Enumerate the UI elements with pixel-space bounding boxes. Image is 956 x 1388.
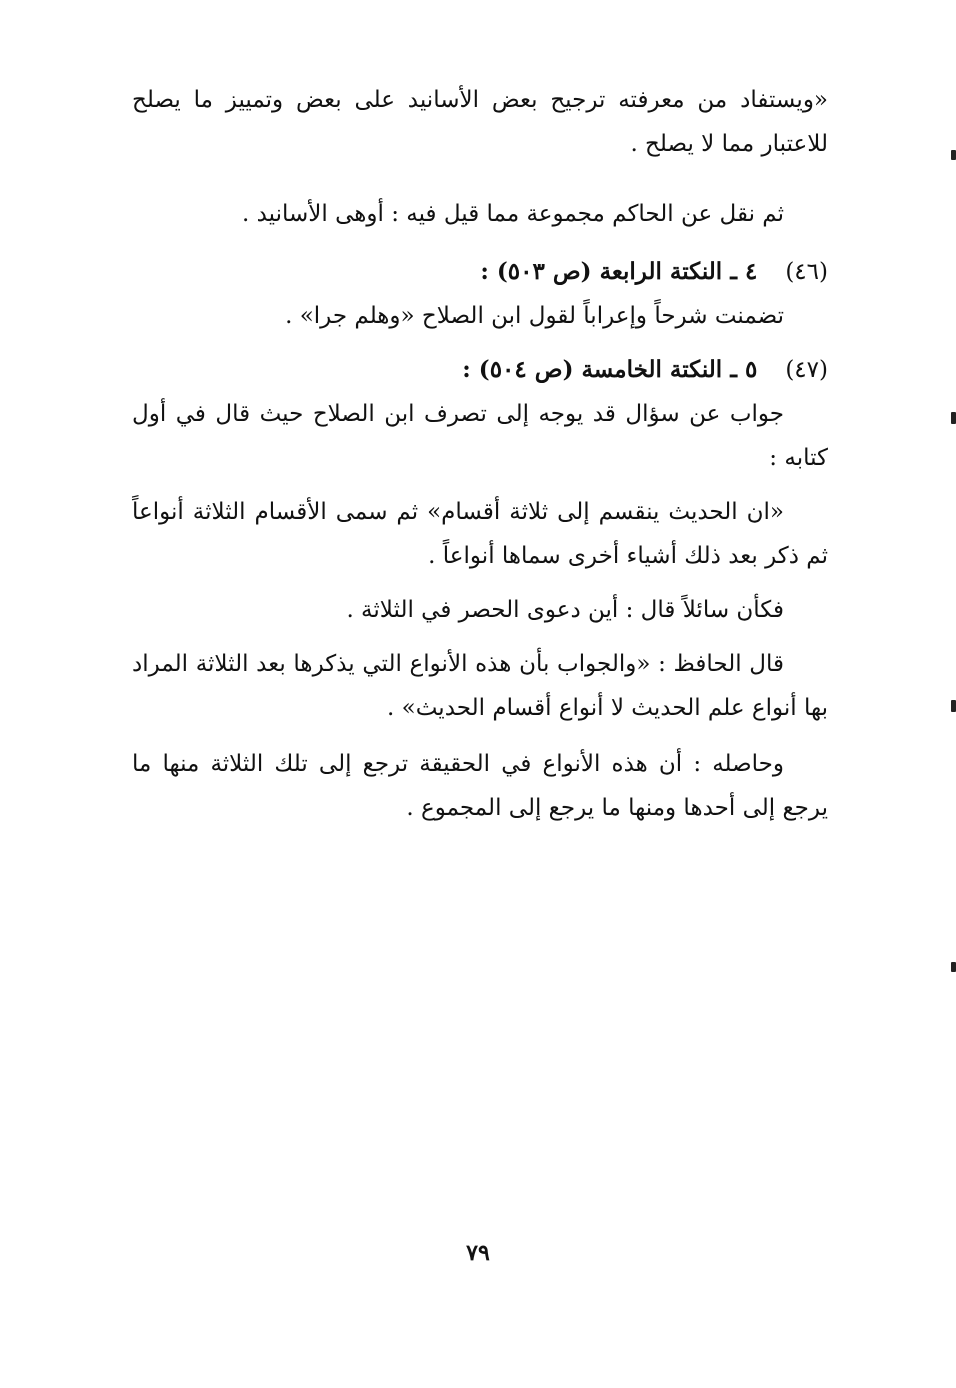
paragraph-6: فكأن سائلاً قال : أين دعوى الحصر في الثلاثة . (346, 597, 784, 623)
section-title: ٥ ـ النكتة الخامسة (ص ٥٠٤) : (462, 356, 758, 383)
paragraph-3: تضمنت شرحاً وإعراباً لقول ابن الصلاح «وهلم جرا» . (285, 303, 784, 329)
margin-mark (951, 962, 956, 972)
paragraph-7: قال الحافظ : «والجواب بأن هذه الأنواع التي يذكرها بعد الثلاثة المراد بها أنواع علم الحديث لا أنواع أقسام الحديث» . (132, 651, 828, 721)
paragraph-5: «ان الحديث ينقسم إلى ثلاثة أقسام» ثم سمى الأقسام الثلاثة أنواعاً ثم ذكر بعد ذلك أشياء أخرى سماها أنواعاً . (132, 499, 828, 569)
margin-mark (951, 150, 956, 160)
page-number: ٧٩ (466, 1240, 490, 1266)
section-heading-46 (480, 250, 828, 294)
section-number: (٤٧) (785, 357, 828, 383)
section-number: (٤٦) (785, 259, 828, 285)
paragraph-4: جواب عن سؤال قد يوجه إلى تصرف ابن الصلاح حيث قال في أول كتابه : (132, 401, 828, 471)
margin-mark (951, 700, 956, 712)
margin-mark (951, 412, 956, 424)
paragraph-2: ثم نقل عن الحاكم مجموعة مما قيل فيه : أوهى الأسانيد . (241, 201, 784, 227)
section-heading-47 (462, 348, 828, 392)
section-title: ٤ ـ النكتة الرابعة (ص ٥٠٣) : (480, 258, 758, 285)
paragraph-8: وحاصله : أن هذه الأنواع في الحقيقة ترجع إلى تلك الثلاثة منها ما يرجع إلى أحدها ومنها ما يرجع إلى المجموع . (132, 751, 828, 821)
paragraph-1: «ويستفاد من معرفته ترجيح بعض الأسانيد على بعض وتمييز ما يصلح للاعتبار مما لا يصلح . (132, 87, 828, 157)
